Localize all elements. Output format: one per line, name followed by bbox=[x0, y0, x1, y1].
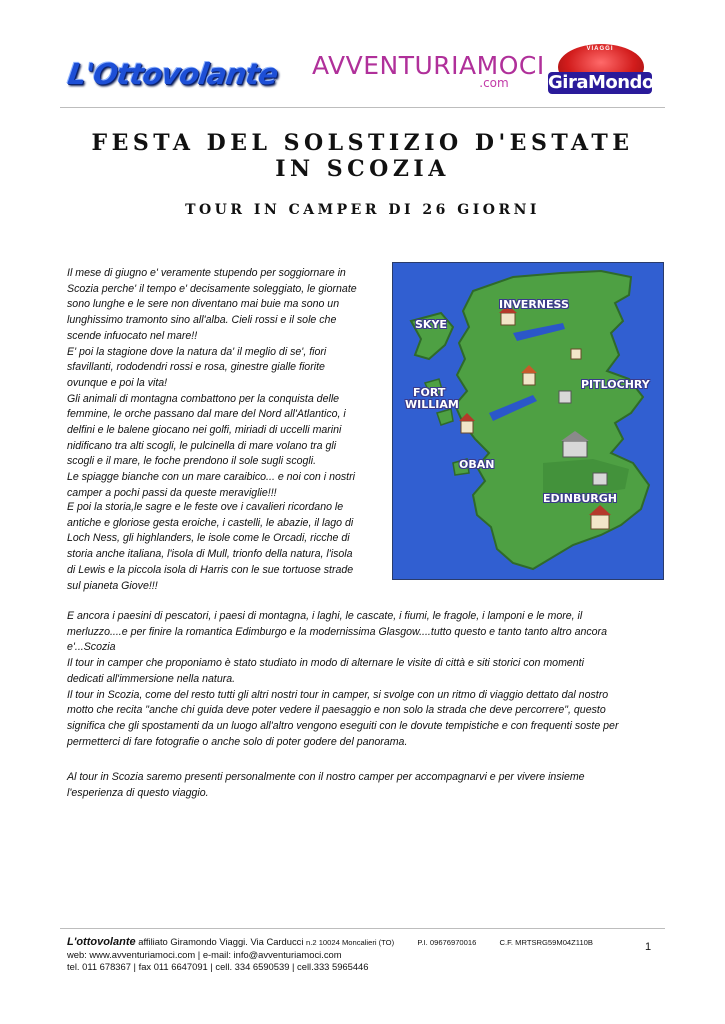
paragraph-intro: Il mese di giugno e' veramente stupendo per soggiornare in Scozia perche' il tempo e' decisamente soleggiato, le giornate sono lunghe e le sere non diventano mai buie ma sono un lunghissimo tramonto sino all'alba. Cieli rossi e il sole che scende infuocato nel mare!! E' poi la stagione dove la natura da' il meglio di se', fiori sfavillanti, rododendri rossi e rosa, ginestre gialle fiorite ovunque e poi la vita! Gli animali di montagna combattono per la conquista delle femmine, le orche passano dal mare del Nord all'Atlantico, i delfini e le balene giocano nei golfi, miriadi di uccelli marini nidificano tra alti scogli, le pulcinella di mare volano tra gli scogli e il mare, le foche prendono il sole sugli scogli. Le spiagge bianche con un mare caraibico... e noi con i nostri camper a pochi passi da queste meraviglie!!! bbox=[67, 267, 357, 499]
avventuriamoci-logo-main: AVVENTURIAMOCI bbox=[312, 51, 545, 80]
page-title-line2: IN SCOZIA bbox=[275, 156, 450, 182]
avventuriamoci-logo bbox=[312, 52, 545, 90]
map-label-skye: SKYE bbox=[415, 318, 447, 331]
map-label-oban: OBAN bbox=[459, 458, 495, 471]
avventuriamoci-logo-sub: .com bbox=[479, 76, 509, 90]
page-title-line1: FESTA DEL SOLSTIZIO D'ESTATE bbox=[91, 130, 634, 156]
scotland-map-illustration bbox=[392, 262, 664, 580]
ottovolante-logo: L'Ottovolante bbox=[65, 57, 280, 91]
giramondo-logo-text: GiraMondo bbox=[548, 72, 654, 93]
footer-cf: C.F. MRTSRG59M04Z110B bbox=[499, 938, 593, 947]
footer bbox=[67, 936, 657, 973]
header-divider bbox=[60, 107, 665, 108]
footer-address: n.2 10024 Moncalieri (TO) bbox=[306, 938, 395, 947]
footer-affiliate: affiliato Giramondo Viaggi. Via Carducci bbox=[138, 936, 304, 947]
page-subtitle: TOUR IN CAMPER DI 26 GIORNI bbox=[185, 202, 540, 218]
footer-brand: L'ottovolante bbox=[67, 936, 136, 948]
paragraph-tour: E ancora i paesini di pescatori, i paesi di montagna, i laghi, le cascate, i fiumi, le fragole, i lamponi e le more, il merluzzo....e per finire la romantica Edimburgo e la modernissima Glasgow....tutto questo e tanto tanto altro ancora e'...Scozia Il tour in camper che proponiamo è stato studiato in modo di alternare le visite di città e siti storici con momenti dedicati all'immersione nella natura. Il tour in Scozia, come del resto tutti gli altri nostri tour in camper, si svolge con un ritmo di viaggio dettato dal nostro motto che recita "anche chi guida deve poter vedere il paesaggio e non solo la strada che deve percorrere", questo significa che gli spostamenti da un luogo all'altro vengono eseguiti con le dovute tempistiche e con frequenti soste per permetterci di fare fotografie o anche solo di poter godere del panorama. bbox=[67, 610, 619, 748]
map-label-pitlochry: PITLOCHRY bbox=[581, 378, 650, 391]
map-label-inverness: INVERNESS bbox=[499, 298, 569, 311]
footer-tel-line: tel. 011 678367 | fax 011 6647091 | cell. 334 6590539 | cell.333 5965446 bbox=[67, 961, 369, 972]
giramondo-logo bbox=[548, 42, 652, 98]
page-number: 1 bbox=[645, 941, 652, 953]
footer-web-line: web: www.avventuriamoci.com | e-mail: info@avventuriamoci.com bbox=[67, 949, 342, 960]
map-label-edinburgh: EDINBURGH bbox=[543, 492, 617, 505]
footer-company-line bbox=[67, 936, 657, 949]
map-label-william: WILLIAM bbox=[405, 398, 459, 411]
paragraph-closing: Al tour in Scozia saremo presenti personalmente con il nostro camper per accompagnarvi e per vivere insieme l'esperienza di questo viaggio. bbox=[67, 771, 585, 799]
map-label-fort: FORT bbox=[413, 386, 446, 399]
header-logos bbox=[60, 40, 665, 105]
footer-piva: P.I. 09676970016 bbox=[417, 938, 477, 947]
footer-divider bbox=[60, 928, 665, 929]
giramondo-logo-viaggi: VIAGGI bbox=[586, 46, 614, 52]
page-title bbox=[60, 130, 665, 182]
paragraph-history: E poi la storia,le sagre e le feste ove i cavalieri ricordano le antiche e gloriose gesta eroiche, i castelli, le abazie, il lago di Loch Ness, gli highlanders, le isole come le Orcadi, ricche di storia anche italiana, l'isola di Mull, trionfo della natura, l'isola di Lewis e la piccola isola di Harris con le sue tortuose strade sul pianeta Giove!!! bbox=[67, 501, 354, 592]
